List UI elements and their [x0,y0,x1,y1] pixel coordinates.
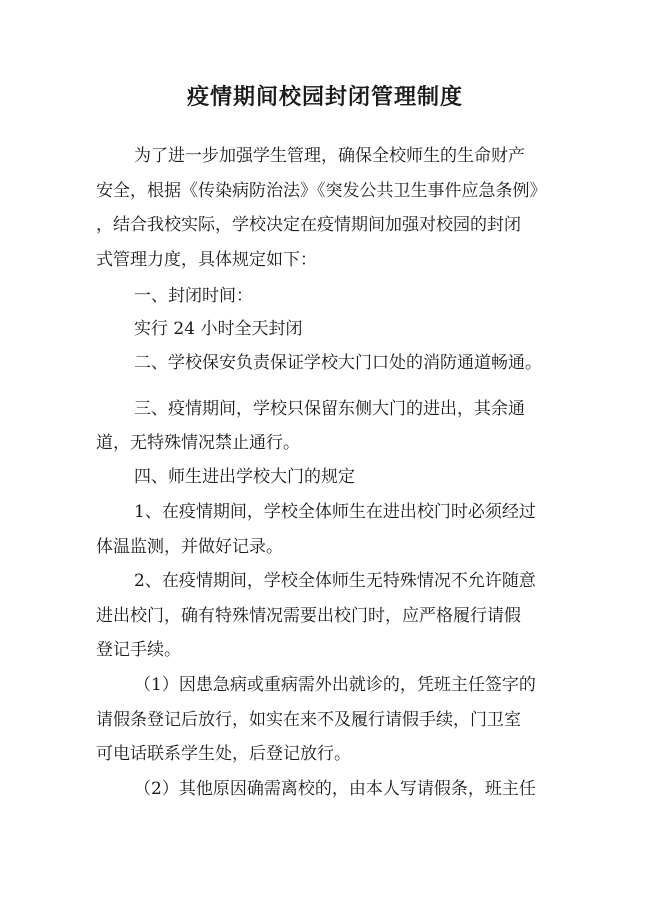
paragraph-line: 进出校门，确有特殊情况需要出校门时，应严格履行请假 [96,606,521,626]
paragraph-line: （2）其他原因确需离校的，由本人写请假条，班主任 [134,779,536,799]
paragraph-line: 安全，根据《传染病防治法》《突发公共卫生事件应急条例》 [96,181,547,201]
paragraph-line: 为了进一步加强学生管理，确保全校师生的生命财产 [134,146,525,166]
paragraph-line: 三、疫情期间，学校只保留东侧大门的进出，其余通 [134,399,525,419]
section-heading: 一、封闭时间： [134,286,253,306]
paragraph-line: ，结合我校实际，学校决定在疫情期间加强对校园的封闭 [96,215,521,235]
paragraph-line: 1、在疫情期间，学校全体师生在进出校门时必须经过 [134,502,536,522]
paragraph-line: （1）因患急病或重病需外出就诊的，凭班主任签字的 [134,675,536,695]
paragraph-line: 实行 24 小时全天封闭 [134,319,303,339]
section-heading: 四、师生进出学校大门的规定 [134,467,355,487]
paragraph-line: 二、学校保安负责保证学校大门口处的消防通道畅通。 [134,353,542,373]
paragraph-line: 可电话联系学生处，后登记放行。 [96,744,351,764]
document-title: 疫情期间校园封闭管理制度 [186,84,463,110]
paragraph-line: 登记手续。 [96,640,181,660]
paragraph-line: 体温监测，并做好记录。 [96,537,283,557]
paragraph-line: 请假条登记后放行，如实在来不及履行请假手续，门卫室 [96,710,521,730]
paragraph-line: 2、在疫情期间，学校全体师生无特殊情况不允许随意 [134,571,536,591]
paragraph-line: 式管理力度，具体规定如下： [96,250,317,270]
paragraph-line: 道，无特殊情况禁止通行。 [96,433,300,453]
